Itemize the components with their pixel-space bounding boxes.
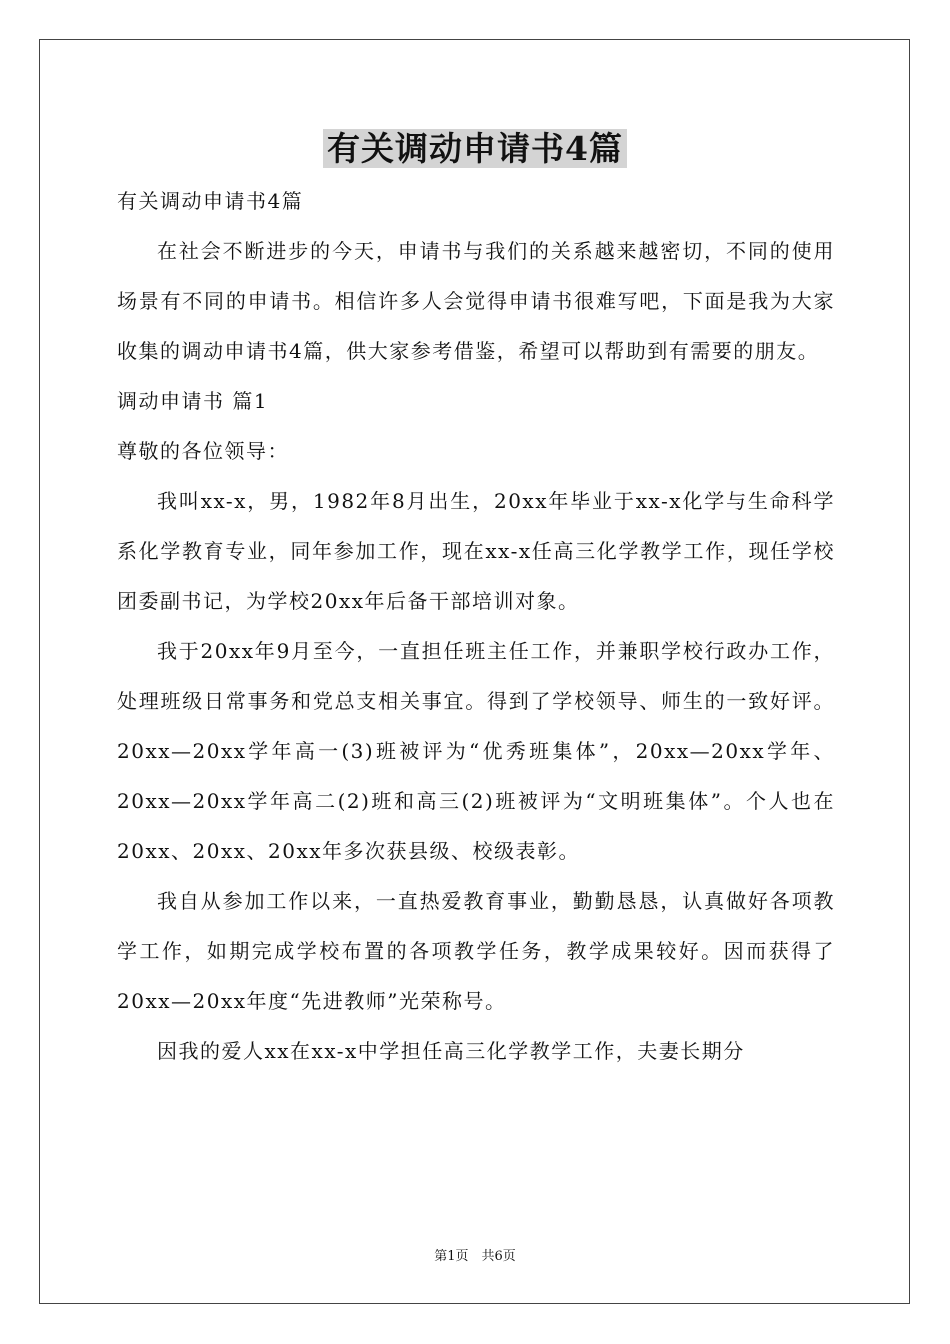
subtitle-line: 有关调动申请书4篇 bbox=[117, 189, 304, 213]
page-footer: 第1页 共6页 bbox=[434, 1249, 516, 1264]
body-paragraph: 因我的爱人xx在xx-x中学担任高三化学教学工作，夫妻长期分 bbox=[157, 1039, 745, 1063]
body-paragraph: 我于20xx年9月至今，一直担任班主任工作，并兼职学校行政办工作，处理班级日常事务和党总支相关事宜。得到了学校领导、师生的一致好评。20xx—20xx学年高一(3)班被评为“优秀班集体”，20xx—20xx学年、20xx—20xx学年高二(2)班和高三(2)班被评为“文明班集体”。个人也在20xx、20xx、20xx年多次获县级、校级表彰。 bbox=[117, 639, 835, 863]
document-title-text: 有关调动申请书4篇 bbox=[323, 129, 627, 168]
document-body bbox=[117, 176, 835, 1076]
body-paragraph: 我自从参加工作以来，一直热爱教育事业，勤勤恳恳，认真做好各项教学工作，如期完成学校布置的各项教学任务，教学成果较好。因而获得了20xx—20xx年度“先进教师”光荣称号。 bbox=[117, 889, 835, 1013]
body-paragraph: 我叫xx-x，男，1982年8月出生，20xx年毕业于xx-x化学与生命科学系化学教育专业，同年参加工作，现在xx-x任高三化学教学工作，现任学校团委副书记，为学校20xx年后备干部培训对象。 bbox=[117, 489, 835, 613]
document-title bbox=[0, 126, 950, 172]
intro-paragraph: 在社会不断进步的今天，申请书与我们的关系越来越密切，不同的使用场景有不同的申请书。相信许多人会觉得申请书很难写吧，下面是我为大家收集的调动申请书4篇，供大家参考借鉴，希望可以帮助到有需要的朋友。 bbox=[117, 239, 835, 363]
salutation: 尊敬的各位领导： bbox=[117, 439, 289, 463]
section-heading: 调动申请书 篇1 bbox=[117, 389, 269, 413]
